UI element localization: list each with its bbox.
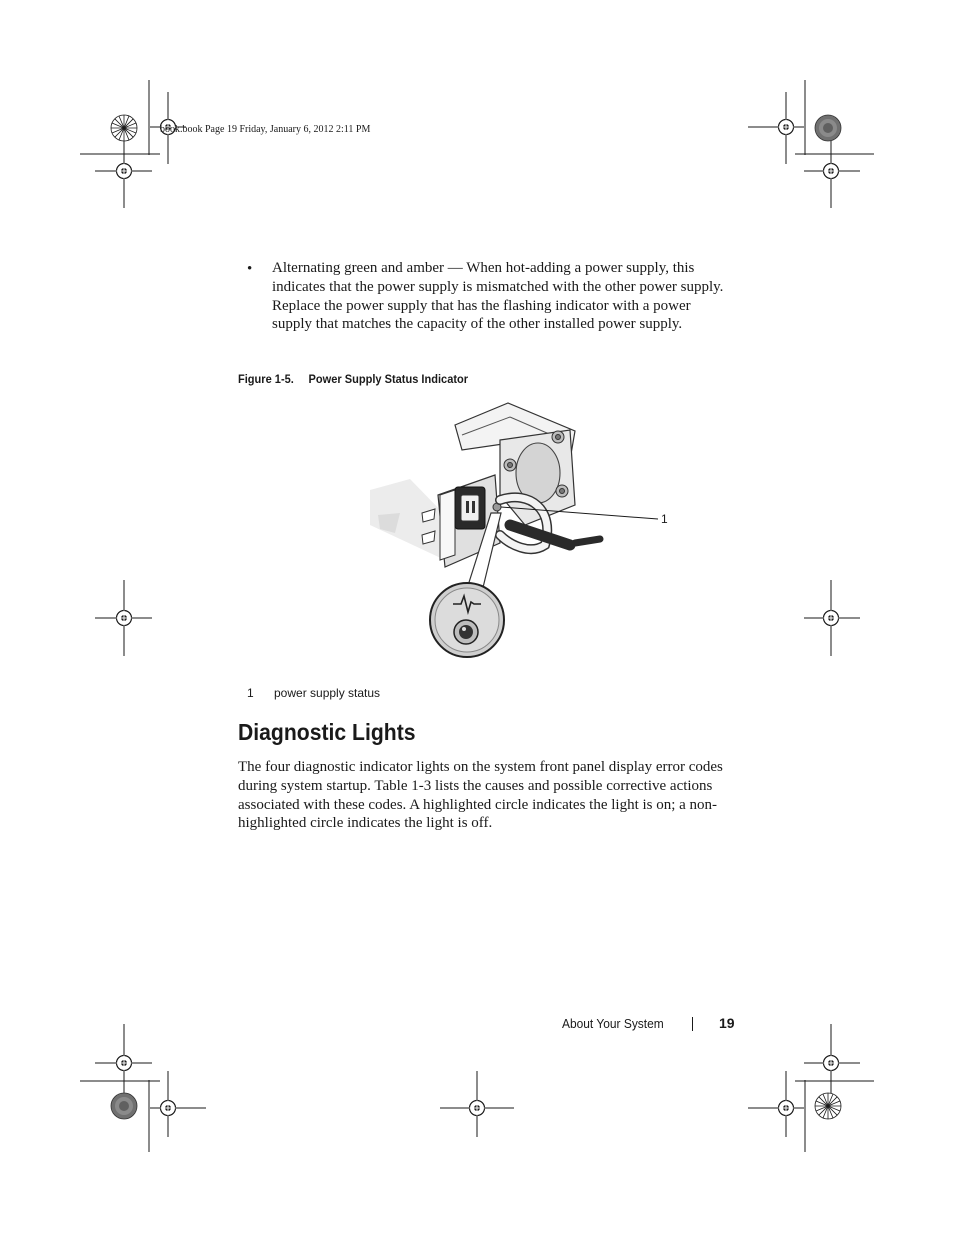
- figure-number: Figure 1-5.: [238, 372, 294, 386]
- figure-caption: [238, 372, 468, 386]
- footer-separator: [692, 1017, 693, 1031]
- section-heading: Diagnostic Lights: [238, 719, 416, 745]
- figure-callout-number: 1: [661, 512, 668, 526]
- body-paragraph: The four diagnostic indicator lights on the system front panel display error codes during system startup. Table 1-3 lists the causes and possible corrective actions associated with these codes. A highlighted circle indicates the light is on; a non-highlighted circle indicates the light is off.: [238, 759, 723, 832]
- page-number: 19: [719, 1015, 735, 1031]
- legend-number: 1: [247, 686, 254, 700]
- legend-label: power supply status: [274, 686, 381, 700]
- figure-title: Power Supply Status Indicator: [308, 372, 469, 386]
- power-supply-illustration: [360, 395, 680, 665]
- print-header-meta: book.book Page 19 Friday, January 6, 2012 2:11 PM: [160, 124, 371, 135]
- bullet-text: Alternating green and amber — When hot-adding a power supply, this indicates that the power supply is mismatched with the other power supply. Replace the power supply that has the flashing indicator with a power supply that matches the capacity of the other installed power supply.: [272, 260, 724, 333]
- footer-section-name: About Your System: [562, 1016, 664, 1031]
- bullet-marker: •: [247, 261, 253, 277]
